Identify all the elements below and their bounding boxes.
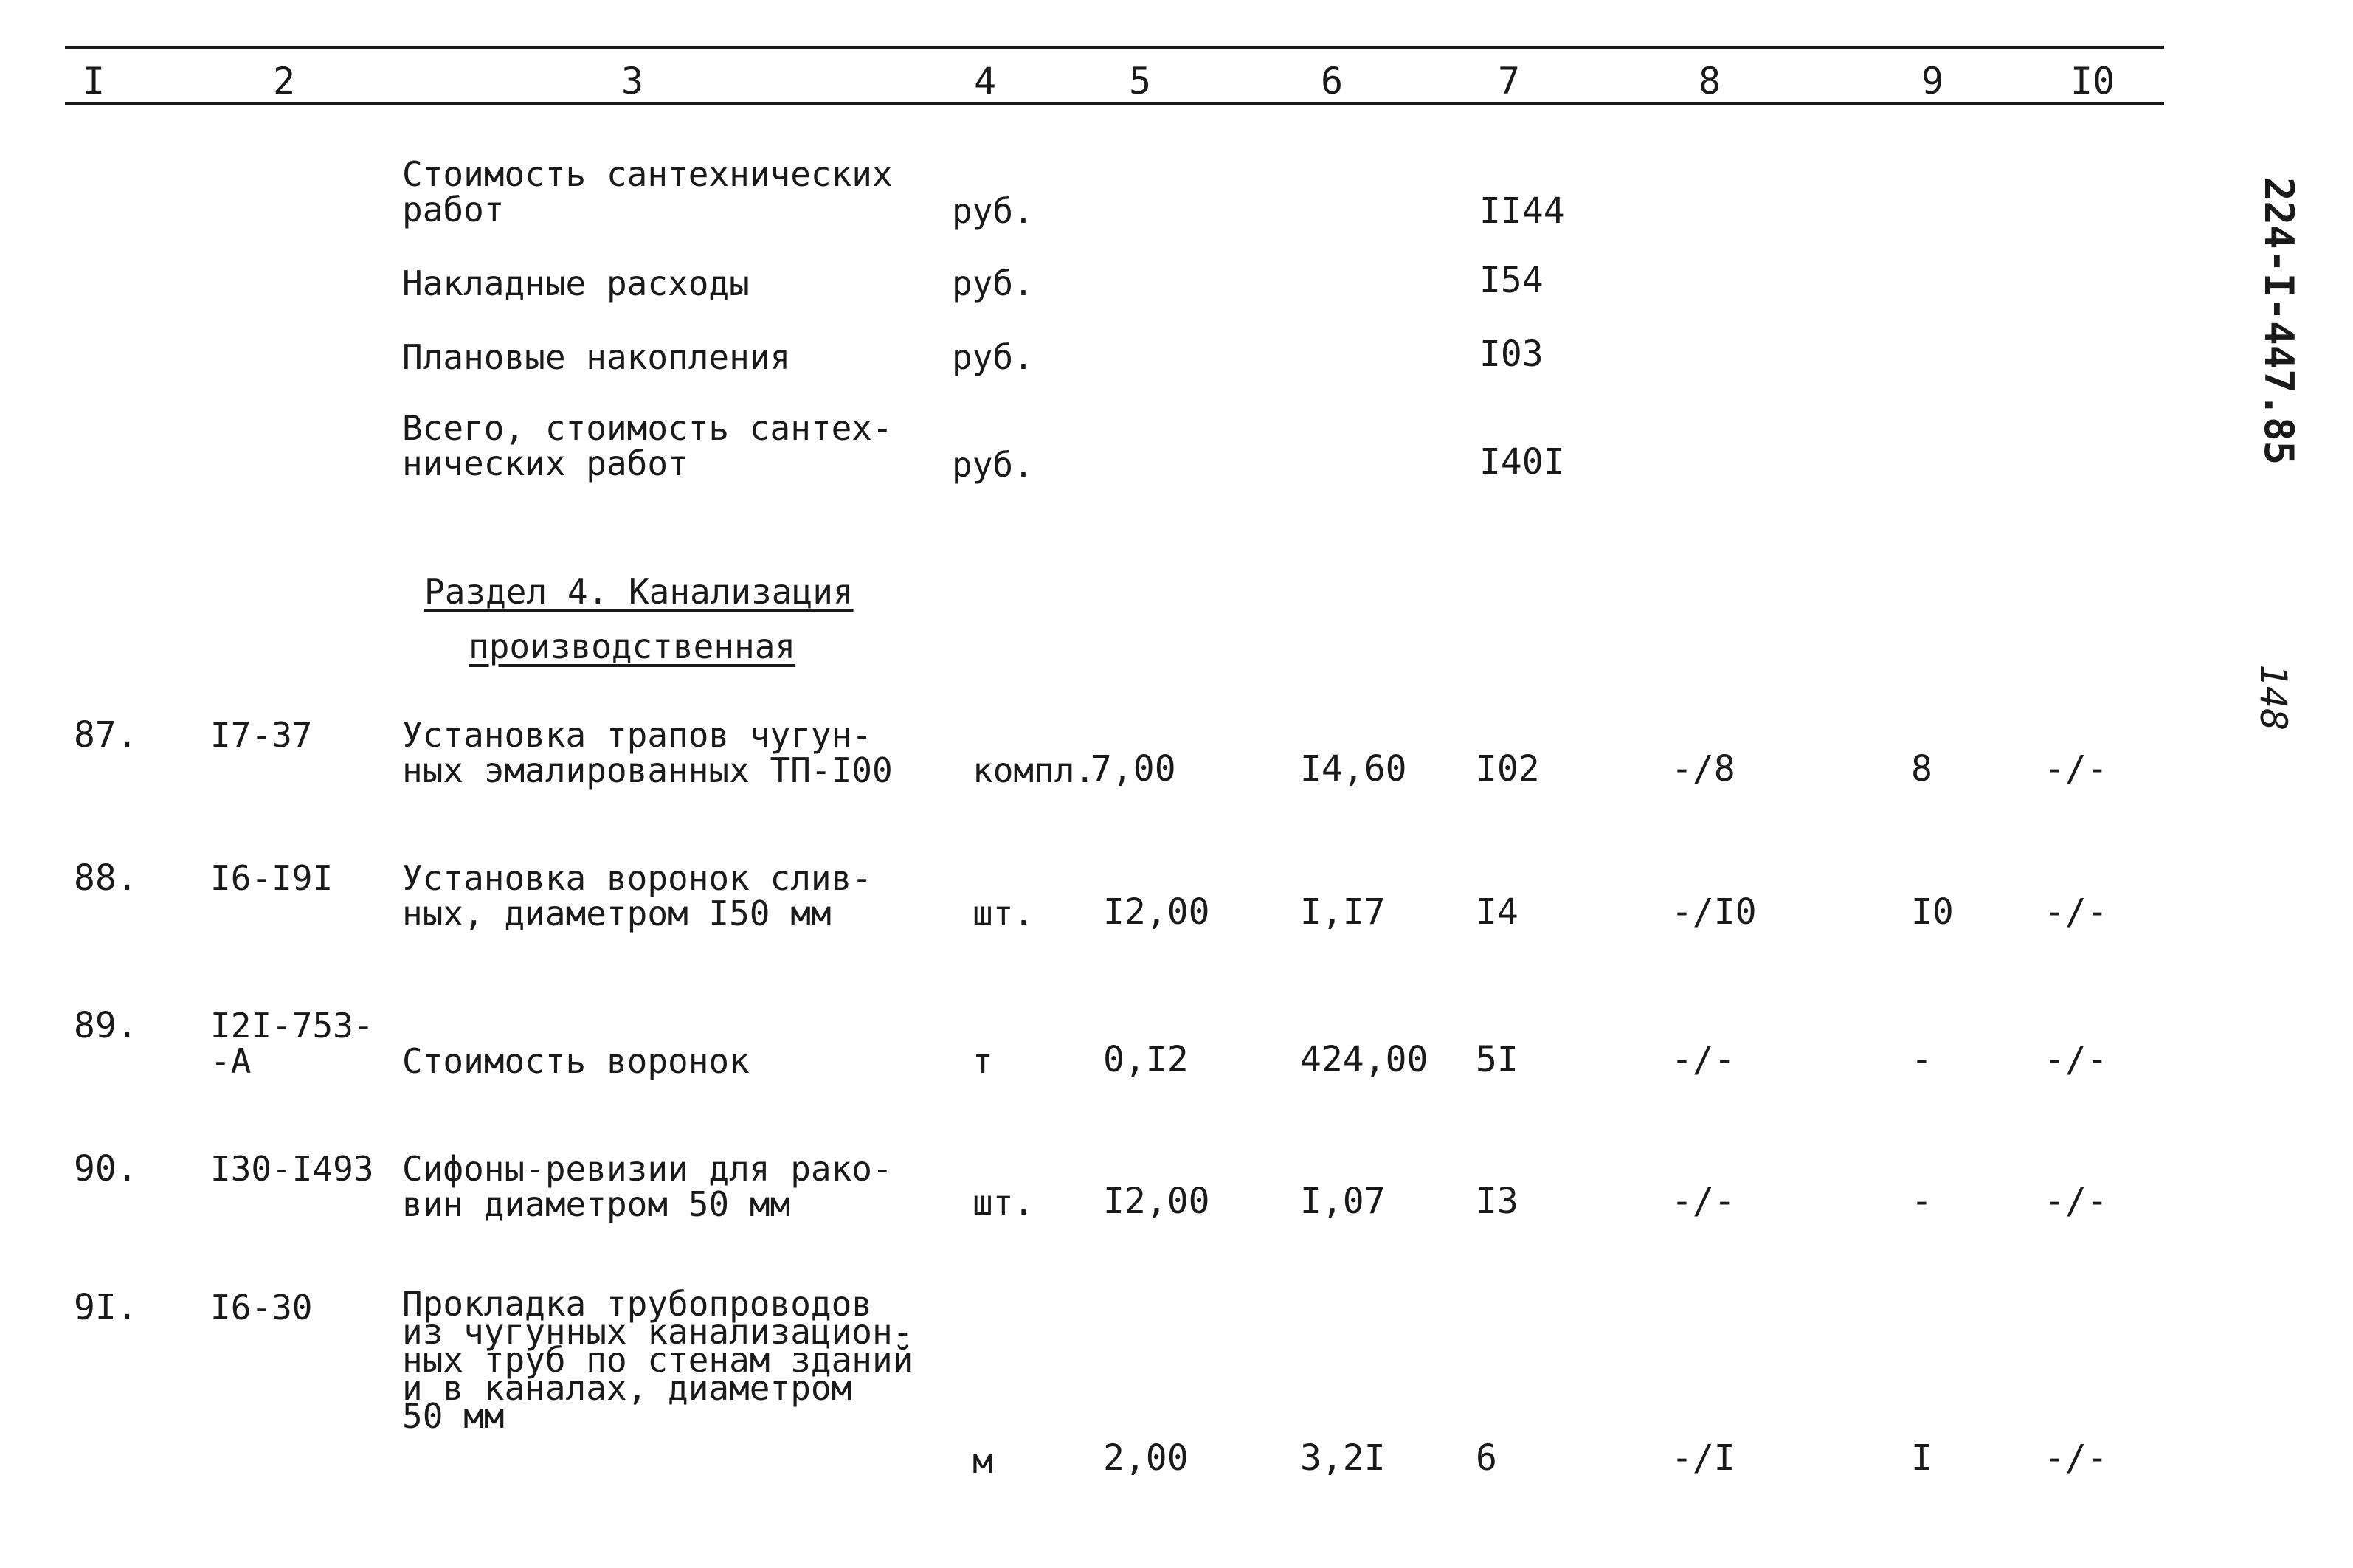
summary-name: Всего, стоимость сантех- нических работ [402, 408, 893, 483]
row-code: I30-I493 [210, 1149, 374, 1189]
row-code: I6-30 [210, 1288, 313, 1327]
row-name: Установка воронок слив- ных, диаметром I50 мм [402, 858, 872, 933]
col-header-7: 7 [1498, 60, 1521, 103]
row-qty: 2,00 [1103, 1437, 1189, 1479]
row-price: I,I7 [1300, 891, 1386, 933]
row-number: 87. [74, 714, 138, 756]
section-title-line1: Раздел 4. Канализация [424, 572, 854, 612]
row-number: 89. [74, 1005, 138, 1046]
row-col10: -/- [2044, 1039, 2108, 1080]
table-header-rule [65, 102, 2164, 105]
row-total: I3 [1476, 1181, 1518, 1222]
col-header-8: 8 [1699, 60, 1721, 103]
summary-unit: руб. [952, 263, 1034, 303]
row-price: I4,60 [1300, 748, 1407, 790]
row-col10: -/- [2044, 1437, 2108, 1479]
row-code: I6-I9I [210, 858, 334, 898]
row-price: 3,2I [1300, 1437, 1386, 1479]
row-code: I7-37 [210, 715, 313, 755]
row-col8: -/- [1671, 1039, 1735, 1080]
row-col9: - [1911, 1039, 1932, 1080]
summary-total: I40I [1479, 441, 1565, 483]
row-qty: 0,I2 [1103, 1039, 1189, 1080]
section-title-line2: производственная [469, 626, 796, 666]
summary-unit: руб. [952, 445, 1034, 485]
row-col10: -/- [2044, 1181, 2108, 1222]
row-number: 9I. [74, 1287, 138, 1328]
row-unit: компл. [972, 750, 1096, 790]
row-col8: -/8 [1671, 748, 1735, 790]
table-top-rule [65, 46, 2164, 49]
row-total: I4 [1476, 891, 1518, 933]
summary-name: Плановые накопления [402, 337, 791, 377]
row-price: I,07 [1300, 1181, 1386, 1222]
page-number: 148 [2252, 664, 2295, 731]
col-header-9: 9 [1921, 60, 1944, 103]
row-col10: -/- [2044, 748, 2108, 790]
row-code: I2I-753- -А [210, 1006, 374, 1081]
summary-total: I03 [1479, 334, 1544, 375]
row-name: Сифоны-ревизии для рако- вин диаметром 50 мм [402, 1149, 893, 1224]
row-unit: м [972, 1441, 993, 1481]
row-col8: -/- [1671, 1181, 1735, 1222]
col-header-2: 2 [273, 60, 296, 103]
row-col9: I [1911, 1437, 1932, 1479]
row-unit: шт. [972, 1183, 1034, 1223]
row-total: 5I [1476, 1039, 1518, 1080]
row-total: I02 [1476, 748, 1540, 790]
summary-total: II44 [1479, 190, 1565, 232]
row-qty: I2,00 [1103, 1181, 1210, 1222]
row-name: Прокладка трубопроводов из чугунных канализацион- ных труб по стенам зданий и в каналах, диаметром 50 мм [402, 1284, 913, 1436]
row-number: 88. [74, 857, 138, 899]
row-number: 90. [74, 1148, 138, 1189]
row-col8: -/I0 [1671, 891, 1757, 933]
col-header-1: I [83, 60, 106, 103]
col-header-10: I0 [2070, 60, 2115, 103]
col-header-4: 4 [974, 60, 997, 103]
col-header-3: 3 [621, 60, 644, 103]
row-unit: т [972, 1041, 993, 1081]
row-col10: -/- [2044, 891, 2108, 933]
document-code: 224-I-447.85 [2256, 177, 2302, 466]
row-unit: шт. [972, 894, 1034, 933]
row-price: 424,00 [1300, 1039, 1428, 1080]
summary-name: Накладные расходы [402, 263, 750, 303]
col-header-5: 5 [1129, 60, 1152, 103]
row-name: Установка трапов чугун- ных эмалированных ТП-I00 [402, 715, 893, 790]
row-name: Стоимость воронок [402, 1041, 750, 1081]
col-header-6: 6 [1321, 60, 1344, 103]
row-col8: -/I [1671, 1437, 1735, 1479]
summary-name: Стоимость сантехнических работ [402, 154, 893, 229]
summary-unit: руб. [952, 191, 1034, 231]
row-qty: 7,00 [1091, 748, 1176, 790]
row-total: 6 [1476, 1437, 1497, 1479]
row-col9: - [1911, 1181, 1932, 1222]
row-col9: I0 [1911, 891, 1954, 933]
row-qty: I2,00 [1103, 891, 1210, 933]
row-col9: 8 [1911, 748, 1932, 790]
summary-unit: руб. [952, 337, 1034, 377]
summary-total: I54 [1479, 260, 1544, 301]
